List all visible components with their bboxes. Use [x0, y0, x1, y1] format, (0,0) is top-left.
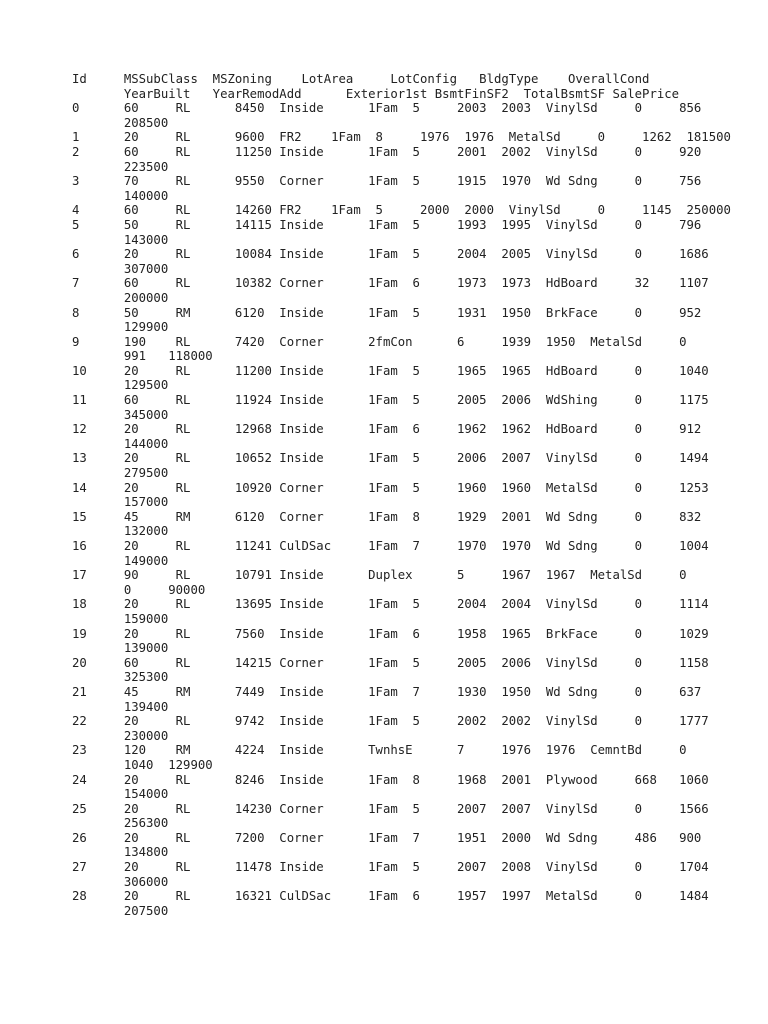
table-line: 307000 — [72, 261, 169, 276]
table-line: 132000 — [72, 524, 169, 539]
table-line: 149000 — [72, 553, 169, 568]
table-line: 256300 — [72, 816, 169, 831]
table-line: 134800 — [72, 845, 169, 860]
table-line: 223500 — [72, 159, 169, 174]
table-line: 157000 — [72, 495, 169, 510]
table-line: YearBuilt YearRemodAdd Exterior1st BsmtFinSF2 TotalBsmtSF SalePrice — [72, 86, 680, 101]
table-line: 279500 — [72, 466, 169, 481]
table-line: 19 20 RL 7560 Inside 1Fam 6 1958 1965 BrkFace 0 1029 — [72, 626, 709, 641]
table-line: 345000 — [72, 407, 169, 422]
table-line: 15 45 RM 6120 Corner 1Fam 8 1929 2001 Wd Sdng 0 832 — [72, 509, 702, 524]
table-line: 0 60 RL 8450 Inside 1Fam 5 2003 2003 VinylSd 0 856 — [72, 101, 702, 116]
table-line: 25 20 RL 14230 Corner 1Fam 5 2007 2007 VinylSd 0 1566 — [72, 801, 709, 816]
table-line: 9 190 RL 7420 Corner 2fmCon 6 1939 1950 MetalSd 0 — [72, 334, 687, 349]
table-line: 12 20 RL 12968 Inside 1Fam 6 1962 1962 HdBoard 0 912 — [72, 422, 702, 437]
table-line: 230000 — [72, 728, 169, 743]
table-line: 22 20 RL 9742 Inside 1Fam 5 2002 2002 VinylSd 0 1777 — [72, 714, 709, 729]
table-line: 17 90 RL 10791 Inside Duplex 5 1967 1967 MetalSd 0 — [72, 568, 687, 583]
table-line: 13 20 RL 10652 Inside 1Fam 5 2006 2007 VinylSd 0 1494 — [72, 451, 709, 466]
table-line: 143000 — [72, 232, 169, 247]
table-line: 1040 129900 — [72, 757, 213, 772]
table-line: 18 20 RL 13695 Inside 1Fam 5 2004 2004 VinylSd 0 1114 — [72, 597, 709, 612]
table-line: 129500 — [72, 378, 169, 393]
table-line: 306000 — [72, 874, 169, 889]
table-line: 23 120 RM 4224 Inside TwnhsE 7 1976 1976 CemntBd 0 — [72, 743, 687, 758]
table-line: 27 20 RL 11478 Inside 1Fam 5 2007 2008 VinylSd 0 1704 — [72, 860, 709, 875]
table-line: 200000 — [72, 290, 169, 305]
table-line: 24 20 RL 8246 Inside 1Fam 8 1968 2001 Plywood 668 1060 — [72, 772, 709, 787]
table-line: 144000 — [72, 436, 169, 451]
data-table-listing — [72, 72, 732, 918]
table-line: 16 20 RL 11241 CulDSac 1Fam 7 1970 1970 Wd Sdng 0 1004 — [72, 539, 709, 553]
table-line: 21 45 RM 7449 Inside 1Fam 7 1930 1950 Wd Sdng 0 637 — [72, 684, 702, 699]
table-line: 208500 — [72, 115, 169, 130]
table-line: 20 60 RL 14215 Corner 1Fam 5 2005 2006 VinylSd 0 1158 — [72, 655, 709, 670]
table-line: 7 60 RL 10382 Corner 1Fam 6 1973 1973 HdBoard 32 1107 — [72, 276, 709, 291]
table-line: 4 60 RL 14260 FR2 1Fam 5 2000 2000 VinylSd 0 1145 250000 — [72, 203, 731, 218]
table-line: 0 90000 — [72, 582, 206, 597]
table-line: 28 20 RL 16321 CulDSac 1Fam 6 1957 1997 MetalSd 0 1484 — [72, 889, 709, 904]
table-line: 140000 — [72, 188, 169, 203]
table-line: 10 20 RL 11200 Inside 1Fam 5 1965 1965 HdBoard 0 1040 — [72, 363, 709, 378]
table-line: 2 60 RL 11250 Inside 1Fam 5 2001 2002 VinylSd 0 920 — [72, 144, 702, 159]
table-line: Id MSSubClass MSZoning LotArea LotConfig BldgType OverallCond — [72, 72, 650, 86]
table-line: 154000 — [72, 787, 169, 802]
table-line: 6 20 RL 10084 Inside 1Fam 5 2004 2005 VinylSd 0 1686 — [72, 247, 709, 262]
table-line: 139000 — [72, 641, 169, 656]
table-line: 14 20 RL 10920 Corner 1Fam 5 1960 1960 MetalSd 0 1253 — [72, 480, 709, 495]
table-line: 325300 — [72, 670, 169, 685]
table-line: 26 20 RL 7200 Corner 1Fam 7 1951 2000 Wd Sdng 486 900 — [72, 830, 702, 845]
table-line: 159000 — [72, 611, 169, 626]
table-line: 3 70 RL 9550 Corner 1Fam 5 1915 1970 Wd Sdng 0 756 — [72, 174, 702, 189]
table-line: 5 50 RL 14115 Inside 1Fam 5 1993 1995 VinylSd 0 796 — [72, 217, 702, 232]
table-line: 139400 — [72, 699, 169, 714]
table-line: 1 20 RL 9600 FR2 1Fam 8 1976 1976 MetalSd 0 1262 181500 — [72, 130, 731, 145]
table-line: 991 118000 — [72, 349, 213, 364]
table-line: 129900 — [72, 320, 169, 335]
table-line: 207500 — [72, 903, 169, 918]
table-line: 8 50 RM 6120 Inside 1Fam 5 1931 1950 BrkFace 0 952 — [72, 305, 702, 320]
table-line: 11 60 RL 11924 Inside 1Fam 5 2005 2006 WdShing 0 1175 — [72, 393, 709, 408]
